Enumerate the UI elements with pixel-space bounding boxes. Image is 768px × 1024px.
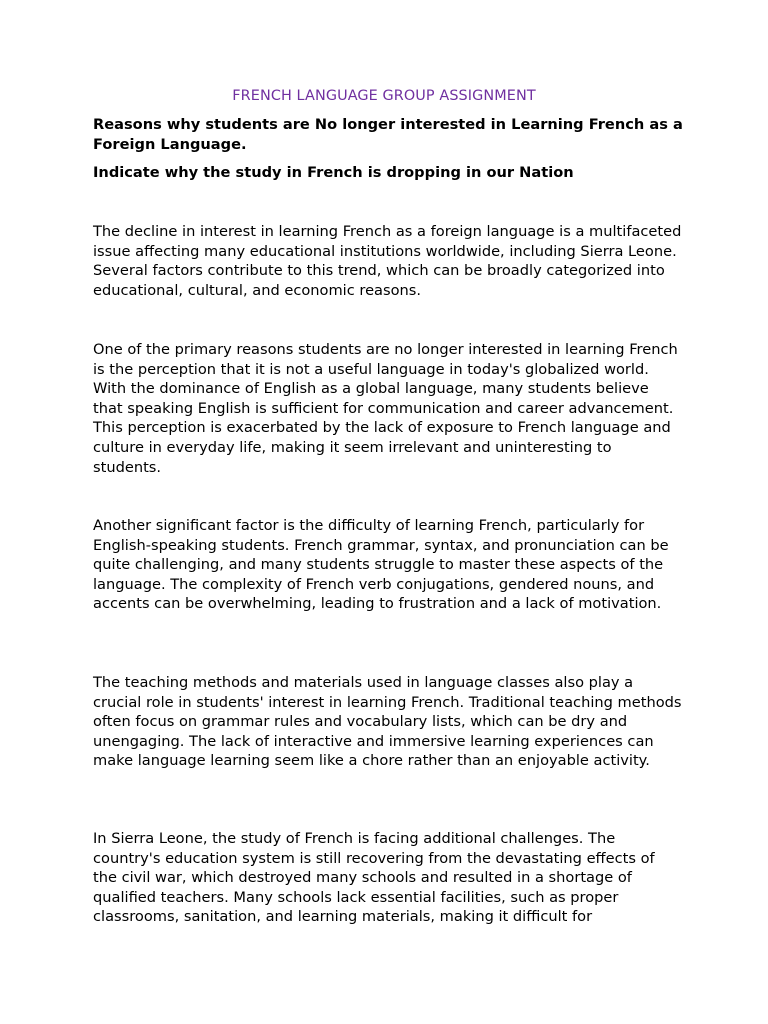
heading-reasons: Reasons why students are No longer interested in Learning French as a Foreign Language. — [93, 116, 683, 153]
paragraph-3: Another significant factor is the difficulty of learning French, particularly for English-speaking students. French grammar, syntax, and pronunciation can be quite challenging, and many students struggle to master these aspects of the language. The complexity of French verb conjugations, gendered nouns, and accents can be overwhelming, leading to frustration and a lack of motivation. — [93, 517, 669, 613]
paragraph-5: In Sierra Leone, the study of French is facing additional challenges. The country's education system is still recovering from the devastating effects of the civil war, which destroyed many schools and resulted in a shortage of qualified teachers. Many schools lack essential facilities, such as proper classrooms, sanitation, and learning materials, making it difficult for — [93, 830, 655, 926]
document-title: FRENCH LANGUAGE GROUP ASSIGNMENT — [232, 88, 536, 104]
paragraph-1: The decline in interest in learning French as a foreign language is a multifaceted issue affecting many educational institutions worldwide, including Sierra Leone. Several factors contribute to this trend, which can be broadly categorized into educational, cultural, and economic reasons. — [93, 223, 682, 299]
paragraph-2: One of the primary reasons students are no longer interested in learning French is the perception that it is not a useful language in today's globalized world. With the dominance of English as a global language, many students believe that speaking English is sufficient for communication and career advancement. This perception is exacerbated by the lack of exposure to French language and culture in everyday life, making it seem irrelevant and uninteresting to students. — [93, 341, 678, 476]
heading-decline: Indicate why the study in French is dropping in our Nation — [93, 164, 574, 181]
paragraph-4: The teaching methods and materials used in language classes also play a crucial role in students' interest in learning French. Traditional teaching methods often focus on grammar rules and vocabulary lists, which can be dry and unengaging. The lack of interactive and immersive learning experiences can make language learning seem like a chore rather than an enjoyable activity. — [93, 674, 682, 770]
